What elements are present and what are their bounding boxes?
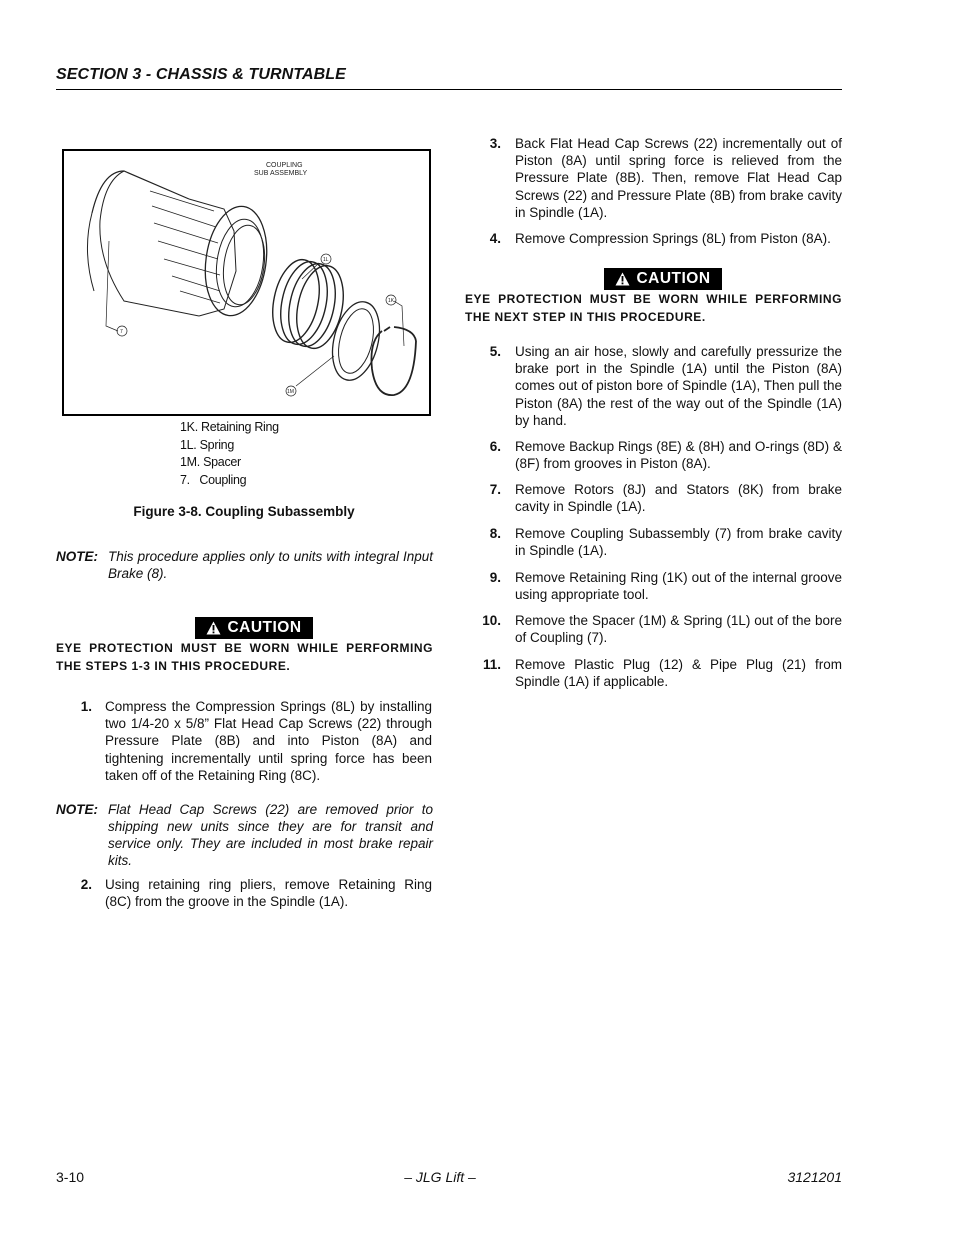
step-number: 5.: [489, 344, 501, 359]
step-11: [465, 656, 842, 696]
step-number: 2.: [80, 877, 92, 892]
step-text: Using an air hose, slowly and carefully pressurize the brake port in the Spindle (1A) until the Piston (8A) comes out of piston bore of Spindle (1A), Then pull the Piston (8A) the rest of the way out of the Spindle (1A) by hand.: [515, 344, 842, 428]
coupling-drawing: [64, 151, 429, 414]
note-label: NOTE:: [56, 549, 98, 564]
caution-label: CAUTION: [227, 619, 302, 636]
step-text: Remove Plastic Plug (12) & Pipe Plug (21) from Spindle (1A) if applicable.: [515, 657, 842, 690]
step-10: [465, 612, 842, 652]
step-4: [465, 230, 842, 250]
legend-item: 1L. Spring: [180, 437, 234, 452]
legend-item: 1K. Retaining Ring: [180, 420, 279, 434]
note-text: This procedure applies only to units with integral Input Brake (8).: [108, 549, 433, 581]
subassembly-label-line1: COUPLING: [266, 162, 303, 169]
header-rule: [56, 89, 842, 90]
step-text: Remove Rotors (8J) and Stators (8K) from brake cavity in Spindle (1A).: [515, 482, 842, 515]
callout-1l: 1L: [323, 257, 329, 263]
callout-1m: 1M: [287, 389, 294, 395]
step-2: [56, 876, 433, 916]
figure-illustration: [62, 149, 431, 416]
note-label: NOTE:: [56, 802, 98, 817]
caution-text: EYE PROTECTION MUST BE WORN WHILE PERFORMING THE STEPS 1-3 IN THIS PROCEDURE.: [56, 641, 433, 673]
caution-text: EYE PROTECTION MUST BE WORN WHILE PERFORMING THE NEXT STEP IN THIS PROCEDURE.: [465, 292, 842, 324]
caution-label: CAUTION: [636, 270, 711, 287]
step-number: 4.: [489, 231, 501, 246]
step-number: 10.: [482, 613, 501, 628]
section-title: SECTION 3 - CHASSIS & TURNTABLE: [56, 66, 346, 83]
page-number: 3-10: [56, 1169, 85, 1185]
step-1: [56, 698, 433, 788]
legend-item: 7. Coupling: [180, 472, 247, 487]
step-7: [465, 481, 842, 521]
note-cap-screws: [56, 801, 433, 868]
footer-brand: – JLG Lift –: [404, 1169, 476, 1185]
step-5: [465, 343, 842, 433]
step-text: Compress the Compression Springs (8L) by installing two 1/4-20 x 5/8” Flat Head Cap Screws (22) through Pressure Plate (8B) and into Piston (8A) and tightening incrementally until spring force has been taken off of the Retaining Ring (8C).: [105, 699, 432, 783]
legend-item: 1M. Spacer: [180, 455, 241, 469]
warning-icon: [615, 272, 630, 286]
callout-1k: 1K: [388, 298, 395, 304]
caution-badge: [604, 268, 722, 290]
callout-7: 7: [120, 329, 123, 335]
figure-legend: [180, 419, 279, 489]
step-number: 11.: [482, 657, 501, 672]
caution-badge: [195, 617, 313, 639]
step-text: Remove Coupling Subassembly (7) from brake cavity in Spindle (1A).: [515, 526, 842, 559]
step-number: 1.: [80, 699, 92, 714]
document-number: 3121201: [787, 1169, 842, 1185]
step-number: 8.: [489, 526, 501, 541]
figure-caption: Figure 3-8. Coupling Subassembly: [133, 504, 355, 519]
subassembly-label-line2: SUB ASSEMBLY: [254, 170, 308, 177]
step-text: Remove Retaining Ring (1K) out of the internal groove using appropriate tool.: [515, 570, 842, 603]
step-text: Remove Backup Rings (8E) & (8H) and O-rings (8D) & (8F) from grooves in Piston (8A).: [515, 439, 842, 472]
step-number: 9.: [489, 570, 501, 585]
step-text: Using retaining ring pliers, remove Retaining Ring (8C) from the groove in the Spindle (1A).: [105, 877, 432, 910]
step-9: [465, 569, 842, 609]
step-6: [465, 438, 842, 478]
step-number: 7.: [489, 482, 501, 497]
step-text: Back Flat Head Cap Screws (22) incrementally out of Piston (8A) until spring force is relieved from the Pressure Plate (8B). Then, remove Flat Head Cap Screws (22) and Pressure Plate (8B) from brake cavity in Spindle (1A).: [515, 136, 842, 220]
step-number: 3.: [489, 136, 501, 151]
note-integral-brake: [56, 548, 433, 588]
warning-icon: [206, 621, 221, 635]
step-text: Remove the Spacer (1M) & Spring (1L) out of the bore of Coupling (7).: [515, 613, 842, 646]
note-text: Flat Head Cap Screws (22) are removed prior to shipping new units since they are for transit and service only. They are included in most brake repair kits.: [108, 802, 433, 868]
step-8: [465, 525, 842, 565]
step-number: 6.: [489, 439, 501, 454]
step-text: Remove Compression Springs (8L) from Piston (8A).: [515, 231, 831, 246]
step-3: [465, 135, 842, 225]
